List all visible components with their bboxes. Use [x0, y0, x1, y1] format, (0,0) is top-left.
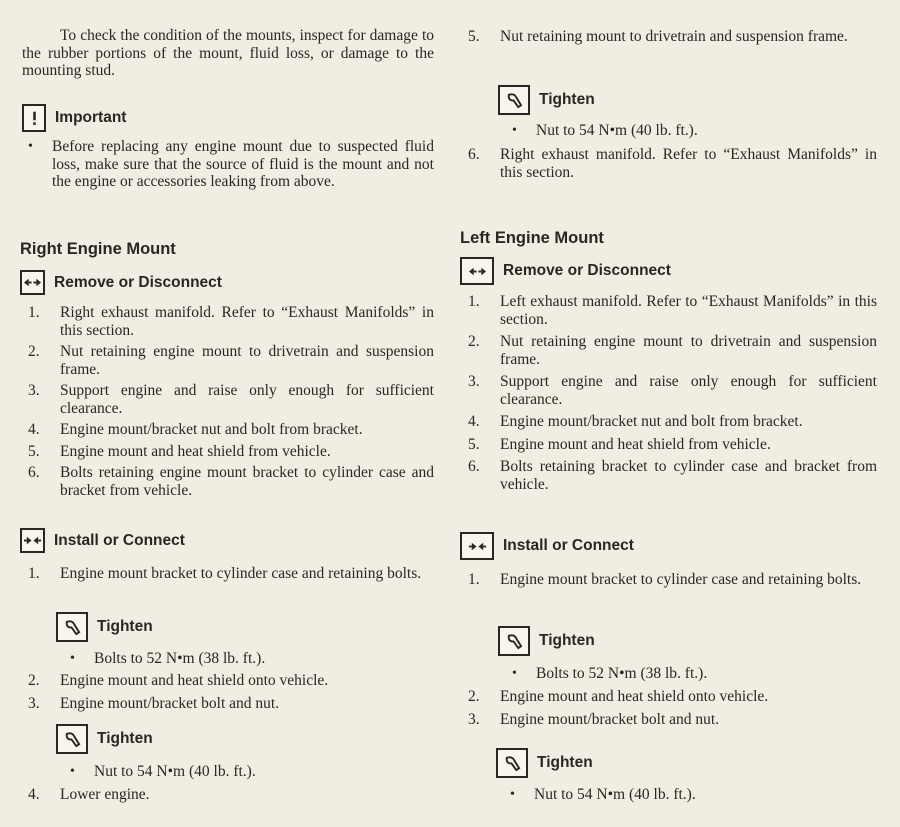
list-item: 2. Engine mount and heat shield onto vehicle.	[468, 688, 769, 705]
tighten-wrench-icon	[56, 612, 88, 642]
remove-list-right	[468, 293, 877, 493]
list-item: 2. Nut retaining engine mount to drivetrain and suspension frame.	[28, 343, 434, 378]
list-item: 3. Engine mount/bracket bolt and nut.	[468, 711, 720, 728]
tighten-heading	[496, 748, 877, 778]
exclamation-icon	[22, 104, 46, 132]
important-label: Important	[55, 109, 127, 126]
bullet-dot: •	[512, 123, 517, 138]
list-item: 3. Support engine and raise only enough for sufficient clearance.	[28, 382, 434, 417]
tighten-label: Tighten	[97, 618, 153, 635]
tighten-bullet: • Nut to 54 N•m (40 lb. ft.).	[512, 122, 698, 139]
list-item: 2. Nut retaining engine mount to drivetrain and suspension frame.	[468, 333, 877, 368]
remove-label: Remove or Disconnect	[503, 262, 671, 279]
tighten-label: Tighten	[537, 754, 593, 771]
remove-heading-right	[460, 257, 877, 285]
tighten-label: Tighten	[539, 91, 595, 108]
tighten-wrench-icon	[498, 85, 530, 115]
section-title-right-mount: Right Engine Mount	[20, 240, 176, 258]
tighten-bullet: • Nut to 54 N•m (40 lb. ft.).	[70, 763, 256, 780]
tighten-heading	[56, 724, 434, 754]
list-item: 3. Engine mount/bracket bolt and nut.	[28, 695, 280, 712]
tighten-wrench-icon	[498, 626, 530, 656]
tighten-wrench-icon	[496, 748, 528, 778]
important-heading	[22, 104, 434, 132]
install-label: Install or Connect	[503, 537, 634, 554]
list-item: 5. Engine mount and heat shield from vehicle.	[28, 442, 331, 460]
tighten-bullet: • Bolts to 52 N•m (38 lb. ft.).	[70, 650, 266, 667]
remove-arrows-icon	[20, 270, 45, 295]
install-arrows-icon	[20, 528, 45, 553]
list-item: 6. Right exhaust manifold. Refer to “Exhaust Manifolds” in this section.	[468, 146, 877, 181]
tighten-bullet: • Nut to 54 N•m (40 lb. ft.).	[510, 786, 696, 803]
install-heading-right	[460, 532, 877, 560]
list-item: 1. Engine mount bracket to cylinder case and retaining bolts.	[468, 571, 862, 588]
list-item: 1. Left exhaust manifold. Refer to “Exhaust Manifolds” in this section.	[468, 293, 877, 328]
important-bullet	[28, 138, 434, 191]
install-heading-left	[20, 528, 434, 553]
bullet-dot: •	[70, 764, 75, 779]
remove-heading-left	[20, 270, 434, 295]
tighten-bullet: • Bolts to 52 N•m (38 lb. ft.).	[512, 665, 708, 682]
tighten-label: Tighten	[97, 730, 153, 747]
list-item: 1. Engine mount bracket to cylinder case and retaining bolts.	[28, 565, 422, 582]
list-item: 6. Bolts retaining bracket to cylinder case and bracket from vehicle.	[468, 458, 877, 493]
remove-arrows-icon	[460, 257, 494, 285]
tighten-wrench-icon	[56, 724, 88, 754]
remove-label: Remove or Disconnect	[54, 273, 222, 291]
remove-list-left	[28, 304, 434, 499]
bullet-dot: •	[70, 651, 75, 666]
bullet-dot: •	[510, 787, 515, 802]
list-item: 3. Support engine and raise only enough for sufficient clearance.	[468, 373, 877, 408]
bullet-dot: •	[512, 666, 517, 681]
install-label: Install or Connect	[54, 531, 185, 549]
list-item: 2. Engine mount and heat shield onto vehicle.	[28, 672, 329, 689]
tighten-heading	[56, 612, 434, 642]
bullet-dot: •	[28, 139, 33, 154]
list-item: 5. Engine mount and heat shield from vehicle.	[468, 435, 771, 453]
list-item: 4. Engine mount/bracket nut and bolt from bracket.	[28, 421, 363, 438]
install-arrows-icon	[460, 532, 494, 560]
list-item: 5. Nut retaining mount to drivetrain and suspension frame.	[468, 28, 848, 45]
list-item: 4. Lower engine.	[28, 786, 150, 803]
important-text: Before replacing any engine mount due to suspected fluid loss, make sure that the source of fluid is the mount and not the engine or accessories leaking from above.	[52, 138, 434, 190]
section-title-left-mount: Left Engine Mount	[460, 229, 604, 247]
list-item: 1. Right exhaust manifold. Refer to “Exhaust Manifolds” in this section.	[28, 304, 434, 339]
tighten-heading	[498, 626, 877, 656]
intro-paragraph: To check the condition of the mounts, inspect for damage to the rubber portions of the mount, fluid loss, or damage to the mounting stud.	[22, 27, 434, 79]
tighten-heading	[498, 85, 877, 115]
list-item: 4. Engine mount/bracket nut and bolt from bracket.	[468, 413, 803, 430]
tighten-label: Tighten	[539, 632, 595, 649]
list-item: 6. Bolts retaining engine mount bracket to cylinder case and bracket from vehicle.	[28, 464, 434, 499]
